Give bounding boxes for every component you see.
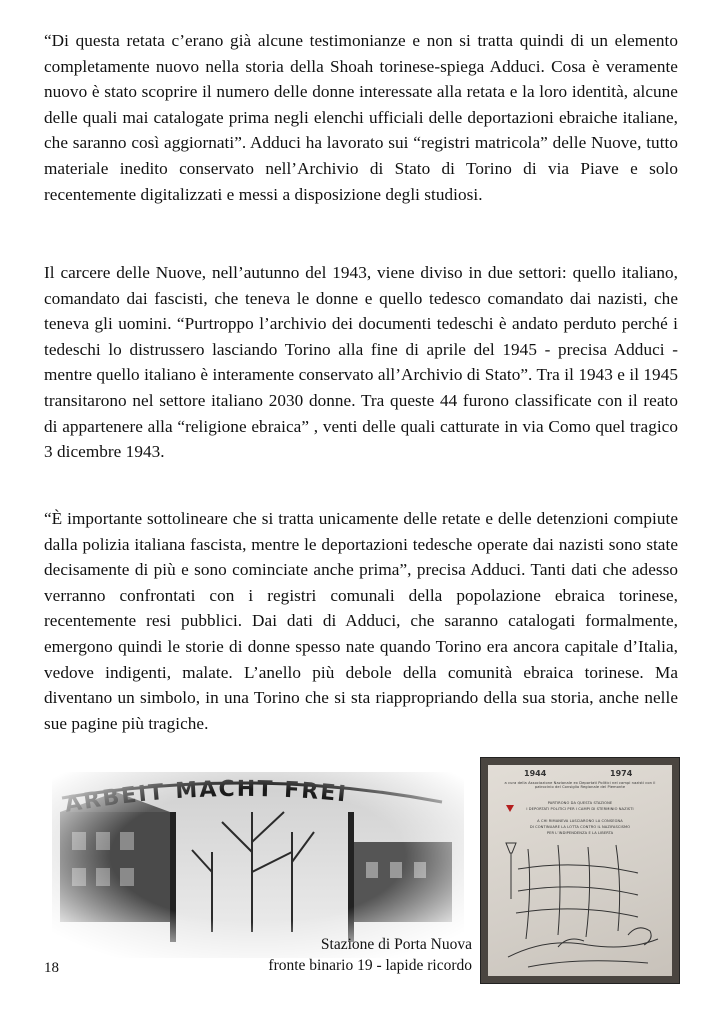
page-number: 18 <box>44 960 59 976</box>
caption-line-1: Stazione di Porta Nuova <box>320 936 472 953</box>
paragraph-1: “Di questa retata c’erano già alcune testimonianze e non si tratta quindi di un elemento completamente nuovo nella storia della Shoah torinese-spiega Adduci. Cosa è veramente nuovo è stato scoprire il numero delle donne interessate alla retata e la loro identità, alcune delle quali mai catalogate prima negli elenchi ufficiali delle deportazioni ebraiche italiane, che saranno così aggiornati”. Adduci ha lavorato sui “registri matricola” delle Nuove, tutto materiale inedito conservato nell’Archivio di Stato di Torino di via Piave e solo recentemente digitalizzati e messi a disposizione degli studiosi. <box>44 31 678 204</box>
plaque-line-2: I DEPORTATI POLITICI PER I CAMPI DI STERMINIO NAZISTI <box>526 807 634 811</box>
plaque-line-5: PER L’INDIPENDENZA E LA LIBERTA <box>546 831 614 835</box>
plaque-line-4: DI CONTINUARE LA LOTTA CONTRO IL NAZIFASCISMO <box>529 825 631 829</box>
paragraph-2: Il carcere delle Nuove, nell’autunno del 1943, viene diviso in due settori: quello italiano, comandato dai fascisti, che teneva le donne e quello tedesco comandato dai nazisti, che teneva gli uomini. “Purtroppo l’archivio dei documenti tedeschi è andato perduto perché i tedeschi lo distrussero lasciando Torino alla fine di aprile del 1945 - precisa Adduci - mentre quello italiano è interamente conservato all’Archivio di Stato”. Tra il 1943 e il 1945 transitarono nel settore italiano 2030 donne. Tra queste 44 furono classificate con il reato di appartenere alla “religione ebraica” , venti delle quali catturate in via Como quel tragico 3 dicembre 1943. <box>44 263 678 462</box>
plaque-line-3: A CHI RIMANEVA LASCIARONO LA CONSEGNA <box>537 819 623 823</box>
plaque-line-1: PARTIRONO DA QUESTA STAZIONE <box>547 801 613 805</box>
plaque-engraving <box>488 839 672 976</box>
memorial-plaque-photo <box>480 757 680 984</box>
memorial-plaque <box>488 765 672 976</box>
plaque-intro: a cura della Associazione Nazionale ex Deportati Politici nei campi nazisti con il patrocinio del Consiglio Regionale del Piemonte <box>504 781 656 790</box>
paragraph-3: “È importante sottolineare che si tratta unicamente delle retate e delle detenzioni compiute dalla polizia italiana fascista, mentre le deportazioni tedesche operate dai nazisti sono state decisamente di più e sono cominciate anche prima”, precisa Adduci. Tanti dati che adesso verranno confrontati con i registri comunali della popolazione ebraica torinese, recentemente resi pubblici. Dai dati di Adduci, che saranno catalogati formalmente, emergono quindi le storie di donne spesso nate quando Torino era ancora capitale d’Italia, vedove indigenti, malate. L’anello più debole della comunità ebraica torinese. Ma diventano un simbolo, in una Torino che si sta riappropriando della sua storia, anche nelle sue pagine più tragiche. <box>44 509 678 733</box>
plaque-year-left: 1944 <box>524 769 547 778</box>
caption-line-2: fronte binario 19 - lapide ricordo <box>268 957 472 974</box>
plaque-year-right: 1974 <box>610 769 633 778</box>
camp-gate-photo <box>52 772 464 958</box>
